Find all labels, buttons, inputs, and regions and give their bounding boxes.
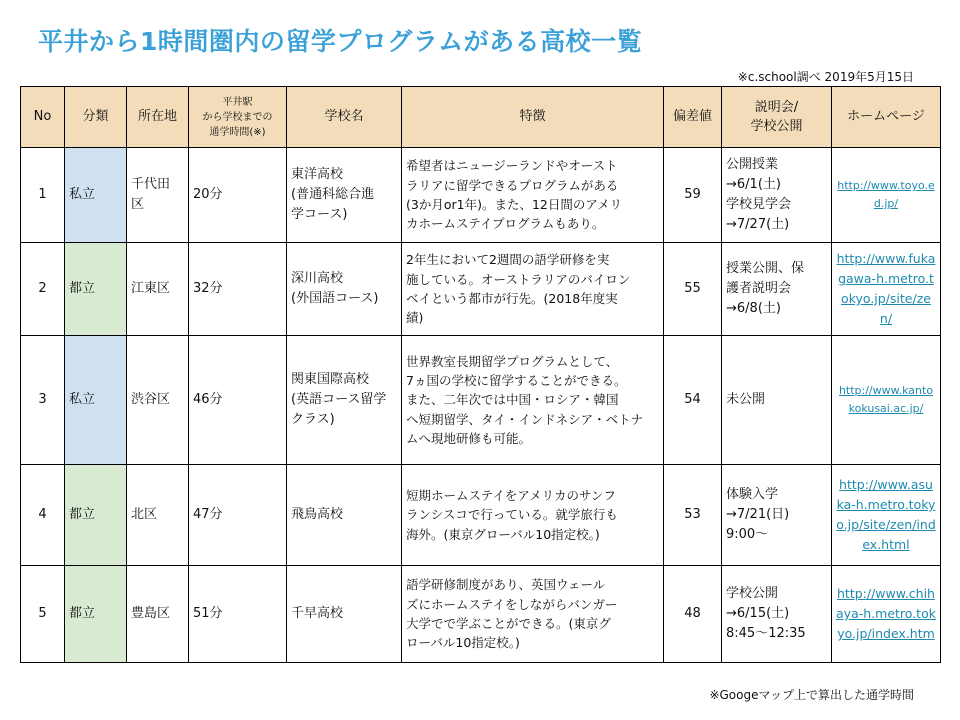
row-location: 千代田 区 bbox=[127, 148, 189, 243]
row-commute: 46分 bbox=[189, 336, 287, 465]
row-deviation: 53 bbox=[664, 465, 722, 566]
row-commute: 51分 bbox=[189, 566, 287, 663]
row-homepage-link[interactable]: http://www.toyo.ed.jp/ bbox=[832, 148, 941, 243]
row-feature: 世界教室長期留学プログラムとして、 7ヵ国の学校に留学することができる。 また、二年次では中国・ロシア・韓国 へ短期留学、タイ・インドネシア・ベトナ ムへ現地研修も可能。 bbox=[402, 336, 664, 465]
row-school: 飛鳥高校 bbox=[287, 465, 402, 566]
row-deviation: 48 bbox=[664, 566, 722, 663]
header-feature: 特徴 bbox=[402, 87, 664, 148]
row-type: 都立 bbox=[65, 243, 127, 336]
row-homepage-link[interactable]: http://www.chihaya-h.metro.tokyo.jp/index.htm bbox=[832, 566, 941, 663]
table-row bbox=[21, 148, 941, 243]
row-homepage-link[interactable]: http://www.asuka-h.metro.tokyo.jp/site/zen/index.html bbox=[832, 465, 941, 566]
header-school: 学校名 bbox=[287, 87, 402, 148]
row-location: 渋谷区 bbox=[127, 336, 189, 465]
row-type: 都立 bbox=[65, 465, 127, 566]
row-type: 私立 bbox=[65, 336, 127, 465]
page-title: 平井から1時間圏内の留学プログラムがある高校一覧 bbox=[38, 27, 643, 56]
row-type: 都立 bbox=[65, 566, 127, 663]
row-homepage-link[interactable]: http://www.fukagawa-h.metro.tokyo.jp/site/zen/ bbox=[832, 243, 941, 336]
schools-table bbox=[20, 86, 941, 663]
row-location: 北区 bbox=[127, 465, 189, 566]
row-commute: 47分 bbox=[189, 465, 287, 566]
row-briefing: 学校公開 →6/15(土) 8:45〜12:35 bbox=[722, 566, 832, 663]
row-commute: 20分 bbox=[189, 148, 287, 243]
row-no: 3 bbox=[21, 336, 65, 465]
row-no: 2 bbox=[21, 243, 65, 336]
header-no: No bbox=[21, 87, 65, 148]
row-feature: 希望者はニュージーランドやオースト ラリアに留学できるプログラムがある (3か月or1年)。また、12日間のアメリ カホームステイプログラムもあり。 bbox=[402, 148, 664, 243]
header-commute: 平井駅 から学校までの 通学時間(※) bbox=[189, 87, 287, 148]
row-type: 私立 bbox=[65, 148, 127, 243]
row-location: 江東区 bbox=[127, 243, 189, 336]
table-header-row bbox=[21, 87, 941, 148]
row-location: 豊島区 bbox=[127, 566, 189, 663]
row-school: 東洋高校 (普通科総合進 学コース) bbox=[287, 148, 402, 243]
footnote: ※Googeマップ上で算出した通学時間 bbox=[709, 688, 914, 702]
row-deviation: 54 bbox=[664, 336, 722, 465]
row-briefing: 公開授業 →6/1(土) 学校見学会 →7/27(土) bbox=[722, 148, 832, 243]
row-briefing: 体験入学 →7/21(日) 9:00〜 bbox=[722, 465, 832, 566]
row-briefing: 授業公開、保 護者説明会 →6/8(土) bbox=[722, 243, 832, 336]
row-deviation: 55 bbox=[664, 243, 722, 336]
table-row bbox=[21, 336, 941, 465]
row-commute: 32分 bbox=[189, 243, 287, 336]
row-no: 1 bbox=[21, 148, 65, 243]
row-no: 4 bbox=[21, 465, 65, 566]
row-briefing: 未公開 bbox=[722, 336, 832, 465]
row-feature: 2年生において2週間の語学研修を実 施している。オーストラリアのバイロン ベイという都市が行先。(2018年度実 績) bbox=[402, 243, 664, 336]
row-no: 5 bbox=[21, 566, 65, 663]
row-deviation: 59 bbox=[664, 148, 722, 243]
row-homepage-link[interactable]: http://www.kantokokusai.ac.jp/ bbox=[832, 336, 941, 465]
header-location: 所在地 bbox=[127, 87, 189, 148]
header-briefing: 説明会/ 学校公開 bbox=[722, 87, 832, 148]
row-school: 関東国際高校 (英語コース留学 クラス) bbox=[287, 336, 402, 465]
row-school: 深川高校 (外国語コース) bbox=[287, 243, 402, 336]
row-school: 千早高校 bbox=[287, 566, 402, 663]
source-note: ※c.school調べ 2019年5月15日 bbox=[737, 70, 914, 84]
header-homepage: ホームページ bbox=[832, 87, 941, 148]
table-row bbox=[21, 243, 941, 336]
header-deviation: 偏差値 bbox=[664, 87, 722, 148]
header-type: 分類 bbox=[65, 87, 127, 148]
row-feature: 短期ホームステイをアメリカのサンフ ランシスコで行っている。就学旅行も 海外。(東京グローバル10指定校。) bbox=[402, 465, 664, 566]
row-feature: 語学研修制度があり、英国ウェール ズにホームステイをしながらバンガー 大学でで学ぶことができる。(東京グ ローバル10指定校。) bbox=[402, 566, 664, 663]
table-row bbox=[21, 566, 941, 663]
table-row bbox=[21, 465, 941, 566]
